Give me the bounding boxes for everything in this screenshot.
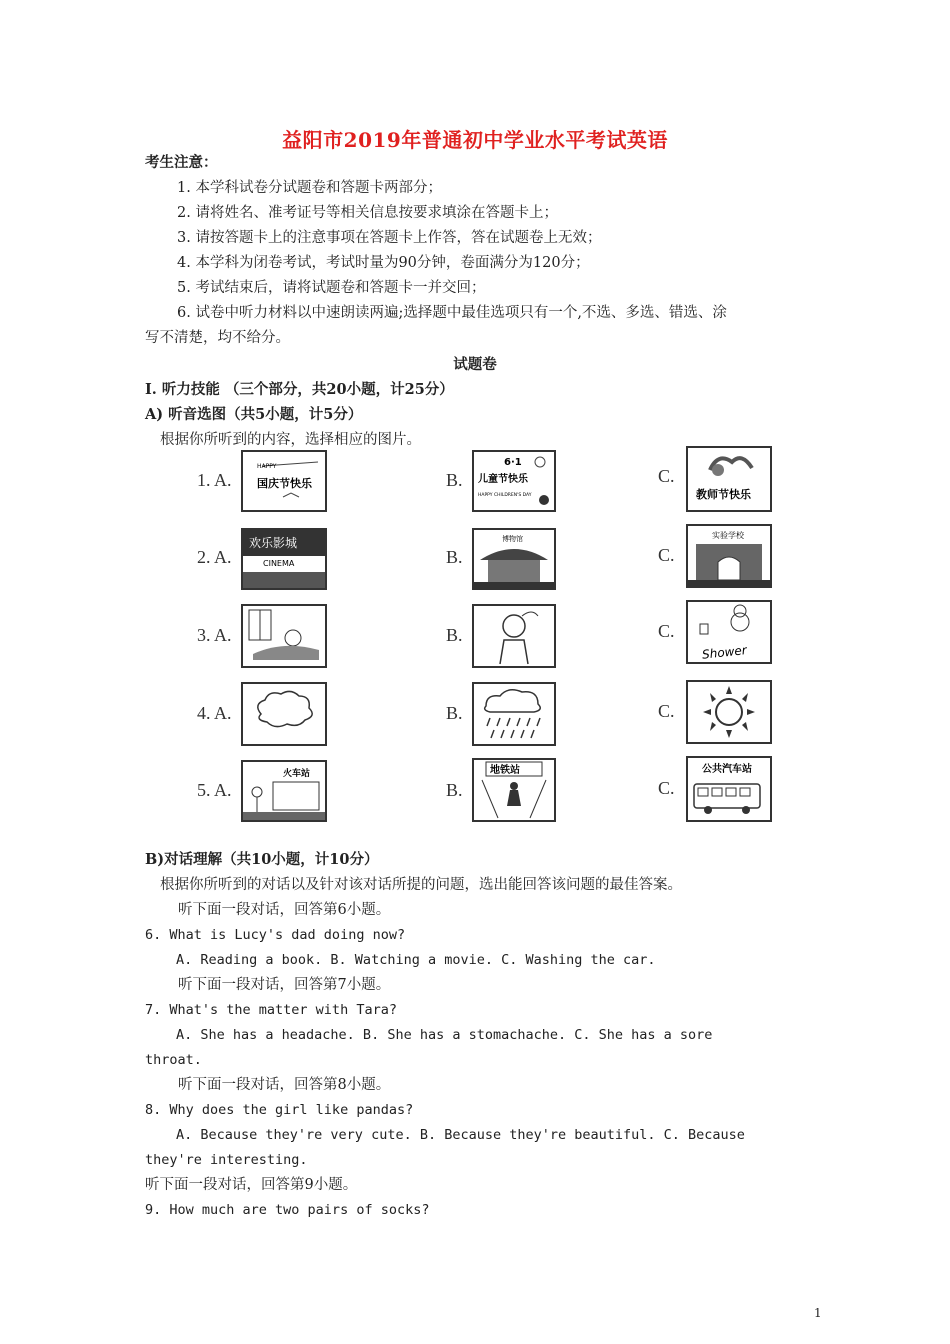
q3-option-a-picture xyxy=(241,604,327,668)
q5-option-c-picture xyxy=(686,756,772,822)
q1-c-text: 教师节快乐 xyxy=(696,488,751,501)
listen-instruction: 听下面一段对话，回答第6小题。 xyxy=(178,902,391,918)
q3-c-text: Shower xyxy=(701,643,748,662)
q3-label: 3. A. xyxy=(197,625,232,645)
question-7: 7. What's the matter with Tara? xyxy=(145,1002,397,1018)
notice-item: 2. 请将姓名、准考证号等相关信息按要求填涂在答题卡上； xyxy=(177,205,558,221)
partA-heading: A) 听音选图（共5小题，计5分） xyxy=(145,406,363,423)
q3-option-b-picture xyxy=(472,604,556,668)
notice-item: 写不清楚，均不给分。 xyxy=(145,330,290,346)
q5-a-text: 火车站 xyxy=(283,769,311,779)
q5-c-text: 公共汽车站 xyxy=(702,764,752,775)
notice-item: 4. 本学科为闭卷考试，考试时量为90分钟，卷面满分为120分； xyxy=(177,255,590,271)
q2-option-a-picture xyxy=(241,528,327,590)
q2-c-text: 实验学校 xyxy=(712,531,744,540)
q1-c-label: C. xyxy=(658,466,675,486)
question-6-options: A. Reading a book. B. Watching a movie. C. Washing the car. xyxy=(176,952,656,968)
question-9: 9. How much are two pairs of socks? xyxy=(145,1202,430,1218)
q5-label: 5. A. xyxy=(197,780,232,800)
partB-heading: B)对话理解（共10小题，计10分） xyxy=(145,851,379,868)
q1-option-c-picture xyxy=(686,446,772,512)
q5-option-b-picture xyxy=(472,758,556,822)
notice-item: 3. 请按答题卡上的注意事项在答题卡上作答，答在试题卷上无效； xyxy=(177,230,602,246)
notice-item: 5. 考试结束后，请将试题卷和答题卡一并交回； xyxy=(177,280,486,296)
exam-title: 益阳市2019年普通初中学业水平考试英语 xyxy=(282,128,668,152)
q2-a-cinema-text: CINEMA xyxy=(263,559,295,568)
q1-b-text: 儿童节快乐 xyxy=(478,474,528,485)
question-8: 8. Why does the girl like pandas? xyxy=(145,1102,414,1118)
q2-b-text: 博物馆 xyxy=(502,535,523,543)
q2-c-label: C. xyxy=(658,545,675,565)
q3-option-c-picture xyxy=(686,600,772,664)
partA-instruction: 根据你所听到的内容，选择相应的图片。 xyxy=(160,432,421,448)
q1-b-label: B. xyxy=(446,470,463,490)
q5-b-text: 地铁站 xyxy=(490,765,520,776)
q4-option-b-picture xyxy=(472,682,556,746)
listen-instruction: 听下面一段对话，回答第8小题。 xyxy=(178,1077,391,1093)
notice-item: 6. 试卷中听力材料以中速朗读两遍;选择题中最佳选项只有一个,不选、多选、错选、涂 xyxy=(177,305,727,321)
notice-item: 1. 本学科试卷分试题卷和答题卡两部分； xyxy=(177,180,442,196)
listen-instruction: 听下面一段对话，回答第7小题。 xyxy=(178,977,391,993)
q4-b-label: B. xyxy=(446,703,463,723)
q3-b-label: B. xyxy=(446,625,463,645)
q5-b-label: B. xyxy=(446,780,463,800)
question-6: 6. What is Lucy's dad doing now? xyxy=(145,927,406,943)
q5-option-a-picture xyxy=(241,760,327,822)
question-8-options: A. Because they're very cute. B. Because they're beautiful. C. Because xyxy=(176,1127,745,1143)
page-number: 1 xyxy=(814,1306,822,1320)
q5-c-label: C. xyxy=(658,778,675,798)
part1-heading: I. 听力技能 （三个部分，共20小题，计25分） xyxy=(145,381,454,398)
q4-label: 4. A. xyxy=(197,703,232,723)
section-title: 试题卷 xyxy=(453,356,497,373)
q2-label: 2. A. xyxy=(197,547,232,567)
q4-c-label: C. xyxy=(658,701,675,721)
q1-a-text: 国庆节快乐 xyxy=(257,477,312,490)
q2-a-text: 欢乐影城 xyxy=(249,536,298,550)
q2-b-label: B. xyxy=(446,547,463,567)
partB-instruction: 根据你所听到的对话以及针对该对话所提的问题，选出能回答该问题的最佳答案。 xyxy=(160,877,682,893)
q2-option-b-picture xyxy=(472,528,556,590)
question-7-options: A. She has a headache. B. She has a stomachache. C. She has a sore xyxy=(176,1027,713,1043)
q4-option-c-picture xyxy=(686,680,772,744)
q1-option-a-picture xyxy=(241,450,327,512)
q1-option-b-picture xyxy=(472,450,556,512)
q3-c-label: C. xyxy=(658,621,675,641)
question-8-options-cont: they're interesting. xyxy=(145,1152,308,1168)
q1-a-happy-text: HAPPY xyxy=(257,463,277,470)
q2-option-c-picture xyxy=(686,524,772,588)
q4-option-a-picture xyxy=(241,682,327,746)
notice-heading: 考生注意： xyxy=(145,154,218,171)
question-7-options-cont: throat. xyxy=(145,1052,202,1068)
q1-label: 1. A. xyxy=(197,470,232,490)
listen-instruction: 听下面一段对话，回答第9小题。 xyxy=(145,1177,358,1193)
q1-b-english-text: HAPPY CHILDREN'S DAY xyxy=(478,493,532,498)
q1-b-date-text: 6·1 xyxy=(504,457,522,468)
